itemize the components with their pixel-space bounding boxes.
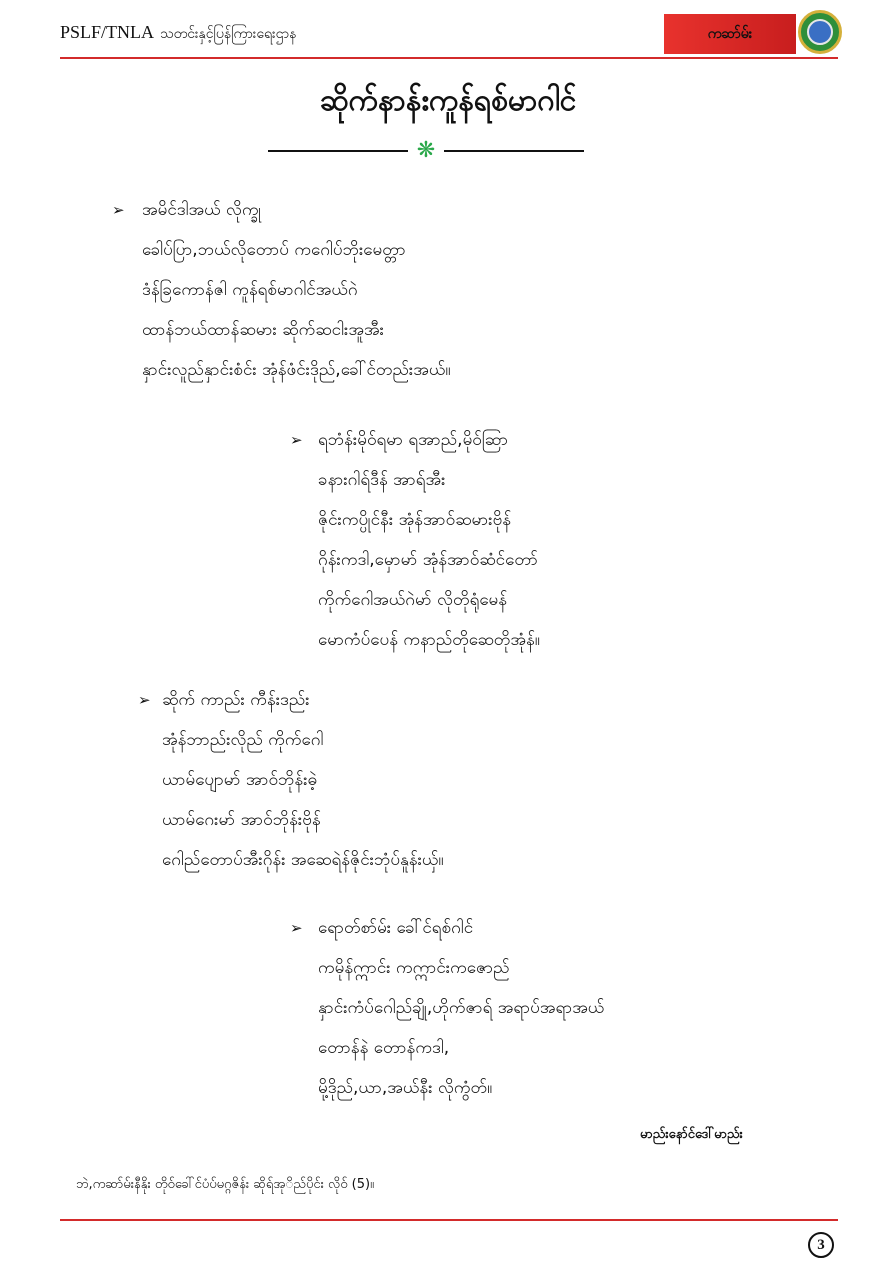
poem-line: ခနားဂါရ်ဒီန် အာရ်အီး [318, 470, 446, 490]
footnote: ဘဲ,ကဆာ်မ်းနီနိုး တိုဝ်ခေါ်င်ပံပ်မဂ္ဂဇိန်း ဆိုရ်အုိည်ပိုင်း လိုဝ် (5)။ [76, 1177, 374, 1192]
poem-line: နှာင်းကံပ်ဂေါည်ချို,ဟိုက်ဇာရ် အရာပ်အရာအယ် [318, 998, 605, 1018]
poem-line: နှာင်းလူည်နှာင်းစံင်း အုံန်ဖံင်းဒိုည်,ခေါ်င်တည်းအယ်။ [142, 360, 451, 380]
arrow-bullet-icon: ➢ [112, 201, 125, 219]
poem-author: မာည်းနော်င်ဒေါ်မာည်း [640, 1127, 743, 1142]
poem-line: ထာန်ဘယ်ထာန်ဆမား ဆိုက်ဆငါးအူအီး [142, 320, 384, 340]
publication-name: PSLF/TNLA [60, 22, 155, 42]
poem-line: ရောတ်စာ်မ်း ခေါ်င်ရစ်ဂါင် [318, 918, 474, 938]
poem-line: ခေါပ်ပြာ,ဘယ်လိုတောပ် ကဂေါပ်ဘိုးမေတ္တာ [142, 240, 406, 260]
organization-logo-icon [798, 10, 842, 54]
stanza-4 [290, 908, 605, 1108]
poem-line: ဂိုန်းကဒါ,မှောမာ် အုံန်အာဝ်ဆံင်တော် [318, 550, 538, 570]
poem-line: ဆိုက် ကာည်း ကီန်းဒည်း [162, 690, 310, 710]
poem-line: တောန်နဲ တောန်ကဒါ, [318, 1038, 450, 1058]
poem-title: ဆိုက်နာန်းကူန်ရစ်မာဂါင် [319, 83, 577, 118]
poem-line: ဒံန်ခြကောန်ဇါ ကူန်ရစ်မာဂါင်အယ်ဂဲ [142, 280, 358, 300]
poem-line: ယာမ်ဂေးမာ် အာဝ်ဘိုန်းဗိုန် [162, 810, 321, 830]
flower-ornament-icon: ❋ [416, 138, 436, 163]
footer-divider [60, 1219, 838, 1221]
publication-header [60, 22, 296, 45]
poem-line: အုံန်ဘာည်းလိုည် ကိုက်ဂေါ [162, 730, 324, 750]
arrow-bullet-icon: ➢ [290, 919, 303, 937]
poem-line: ကမိုန်ဣာင်း ကဣာင်းကဇောည် [318, 958, 510, 978]
arrow-bullet-icon: ➢ [290, 431, 303, 449]
poem-line: ကိုက်ဂေါအယ်ဂဲမာ် လိုတိုရုံမေန် [318, 590, 508, 610]
stanza-3 [138, 680, 444, 880]
section-tag: ကဆာ်မ်း [664, 14, 796, 54]
header-divider [60, 57, 838, 59]
publication-subtitle: သတင်းနှင့်ပြန်ကြားရေးဌာန [160, 26, 297, 42]
poem-line: ယာမ်ပျောမာ် အာဝ်ဘိုန်းဓဲ့ [162, 770, 318, 790]
page-number: 3 [808, 1232, 834, 1258]
poem-line: အမိင်ဒါအယ် လိုက္ခု [142, 200, 262, 220]
poem-line: ဂေါည်တောပ်အီးဂိုန်း အဆေရဲန်ဇိုင်းဘုံပ်နူန်းယှ်။ [162, 850, 444, 870]
stanza-2 [290, 420, 540, 660]
title-ornament [268, 138, 584, 164]
poem-line: ရဘံန်းမိုဝ်ရမာ ရအာည်,မိုဝ်ဆြာ [318, 430, 509, 450]
arrow-bullet-icon: ➢ [138, 691, 151, 709]
poem-line: မို့ဒိုည်,ယာ,အယ်နီး လိုကွံတ်။ [318, 1078, 493, 1098]
stanza-1 [112, 190, 451, 390]
poem-line: ဇိုင်းကပ္ပိုင်နီး အုံန်အာဝ်ဆမားဗိုန် [318, 510, 512, 530]
poem-line: မောကံပ်ပေန် ကနာည်တိုဆေတိုအုံန်။ [318, 630, 540, 650]
